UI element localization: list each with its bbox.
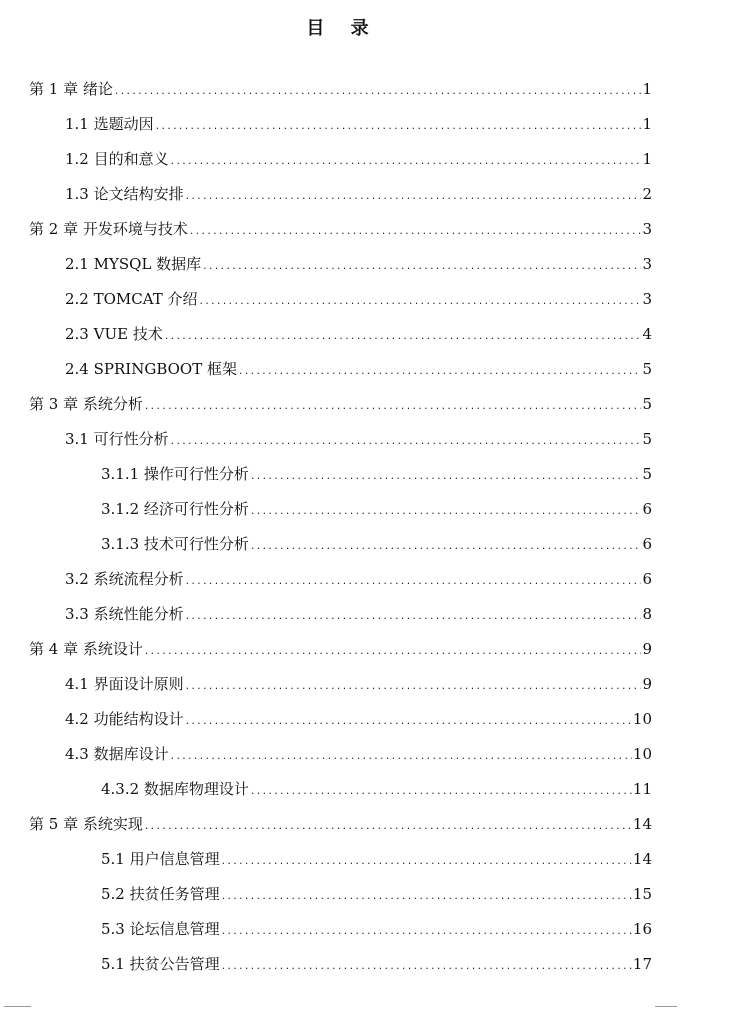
toc-entry-label: 4.1 界面设计原则	[65, 675, 184, 693]
toc-entry-label: 5.3 论坛信息管理	[101, 920, 220, 938]
toc-dot-leader	[221, 845, 632, 880]
toc-entry-page-number: 14	[632, 850, 652, 868]
toc-entry[interactable]	[101, 877, 652, 912]
toc-entry-page-number: 3	[642, 220, 652, 238]
toc-entry[interactable]	[101, 492, 652, 527]
toc-entry-label: 第 1 章 绪论	[29, 80, 113, 98]
toc-entry-page-number: 6	[642, 500, 652, 518]
toc-dot-leader	[221, 880, 632, 915]
toc-entry-page-number: 1	[642, 80, 652, 98]
page-corner-mark-left	[4, 1006, 31, 1007]
toc-entry[interactable]	[65, 317, 652, 352]
toc-dot-leader	[199, 285, 642, 320]
toc-entry-label: 3.1.1 操作可行性分析	[101, 465, 249, 483]
toc-entry[interactable]	[29, 807, 652, 842]
toc-entry[interactable]	[65, 282, 652, 317]
toc-dot-leader	[144, 635, 642, 670]
toc-dot-leader	[185, 705, 632, 740]
toc-entry[interactable]	[29, 212, 652, 247]
toc-entry-page-number: 17	[632, 955, 652, 973]
toc-entry[interactable]	[101, 457, 652, 492]
toc-entry-label: 5.1 用户信息管理	[101, 850, 220, 868]
toc-entry-page-number: 1	[642, 150, 652, 168]
toc-entry[interactable]	[65, 107, 652, 142]
toc-entry-page-number: 10	[632, 710, 652, 728]
toc-entry-label: 1.3 论文结构安排	[65, 185, 184, 203]
toc-entry-page-number: 3	[642, 255, 652, 273]
toc-dot-leader	[185, 670, 642, 705]
toc-dot-leader	[170, 425, 642, 460]
toc-entry[interactable]	[101, 772, 652, 807]
toc-dot-leader	[189, 215, 642, 250]
toc-entry[interactable]	[65, 177, 652, 212]
toc-dot-leader	[221, 950, 632, 985]
toc-entry[interactable]	[101, 842, 652, 877]
toc-entry[interactable]	[65, 422, 652, 457]
toc-entry-label: 5.1 扶贫公告管理	[101, 955, 220, 973]
toc-entry[interactable]	[101, 527, 652, 562]
toc-entry-page-number: 5	[642, 430, 652, 448]
toc-entry[interactable]	[65, 247, 652, 282]
toc-entry-label: 3.1.2 经济可行性分析	[101, 500, 249, 518]
toc-entry-page-number: 15	[632, 885, 652, 903]
toc-entry-label: 第 3 章 系统分析	[29, 395, 143, 413]
toc-entry-label: 4.3 数据库设计	[65, 745, 169, 763]
toc-dot-leader	[170, 145, 642, 180]
toc-dot-leader	[250, 495, 642, 530]
toc-entry-page-number: 5	[642, 395, 652, 413]
toc-entry-label: 1.2 目的和意义	[65, 150, 169, 168]
toc-entry-page-number: 10	[632, 745, 652, 763]
toc-entry-page-number: 2	[642, 185, 652, 203]
toc-entry-page-number: 9	[642, 640, 652, 658]
toc-dot-leader	[185, 180, 642, 215]
toc-entry-page-number: 4	[642, 325, 652, 343]
toc-title: 目 录	[306, 18, 379, 39]
toc-entry-page-number: 14	[632, 815, 652, 833]
toc-entry[interactable]	[29, 387, 652, 422]
toc-entry-page-number: 9	[642, 675, 652, 693]
toc-entry[interactable]	[29, 632, 652, 667]
toc-dot-leader	[185, 600, 642, 635]
toc-dot-leader	[114, 75, 642, 110]
toc-entry[interactable]	[101, 947, 652, 982]
toc-dot-leader	[155, 110, 642, 145]
toc-entry-page-number: 11	[632, 780, 652, 798]
page-corner-mark-right	[655, 1006, 677, 1007]
toc-dot-leader	[144, 390, 642, 425]
toc-entry[interactable]	[65, 667, 652, 702]
toc-dot-leader	[185, 565, 642, 600]
toc-entry-label: 3.2 系统流程分析	[65, 570, 184, 588]
toc-entry-label: 2.4 SPRINGBOOT 框架	[65, 360, 237, 378]
toc-entry-page-number: 6	[642, 535, 652, 553]
toc-entry-label: 5.2 扶贫任务管理	[101, 885, 220, 903]
toc-entry-label: 3.1.3 技术可行性分析	[101, 535, 249, 553]
toc-dot-leader	[164, 320, 642, 355]
toc-dot-leader	[221, 915, 632, 950]
toc-entry-label: 第 5 章 系统实现	[29, 815, 143, 833]
toc-dot-leader	[238, 355, 641, 390]
toc-entry-label: 3.3 系统性能分析	[65, 605, 184, 623]
toc-dot-leader	[250, 775, 632, 810]
toc-entry-label: 4.2 功能结构设计	[65, 710, 184, 728]
toc-entry-page-number: 8	[642, 605, 652, 623]
toc-entry-page-number: 5	[642, 465, 652, 483]
toc-entry-page-number: 5	[642, 360, 652, 378]
toc-dot-leader	[202, 250, 641, 285]
toc-entry[interactable]	[29, 72, 652, 107]
toc-dot-leader	[250, 530, 642, 565]
toc-entry-page-number: 6	[642, 570, 652, 588]
toc-entry-label: 3.1 可行性分析	[65, 430, 169, 448]
toc-entry-page-number: 3	[642, 290, 652, 308]
toc-entry[interactable]	[65, 737, 652, 772]
toc-entry-label: 第 2 章 开发环境与技术	[29, 220, 188, 238]
toc-dot-leader	[144, 810, 632, 845]
toc-entry[interactable]	[65, 142, 652, 177]
toc-entry-label: 4.3.2 数据库物理设计	[101, 780, 249, 798]
toc-dot-leader	[250, 460, 642, 495]
toc-entry[interactable]	[101, 912, 652, 947]
toc-entry-label: 2.3 VUE 技术	[65, 325, 163, 343]
toc-entry[interactable]	[65, 702, 652, 737]
toc-entry-page-number: 1	[642, 115, 652, 133]
toc-entry-label: 2.2 TOMCAT 介绍	[65, 290, 198, 308]
toc-entry-label: 1.1 选题动因	[65, 115, 154, 133]
toc-entry[interactable]	[65, 597, 652, 632]
toc-entry-page-number: 16	[632, 920, 652, 938]
toc-entry-label: 第 4 章 系统设计	[29, 640, 143, 658]
toc-entry-label: 2.1 MYSQL 数据库	[65, 255, 202, 273]
toc-entry[interactable]	[65, 562, 652, 597]
toc-dot-leader	[170, 740, 632, 775]
toc-entry[interactable]	[65, 352, 652, 387]
